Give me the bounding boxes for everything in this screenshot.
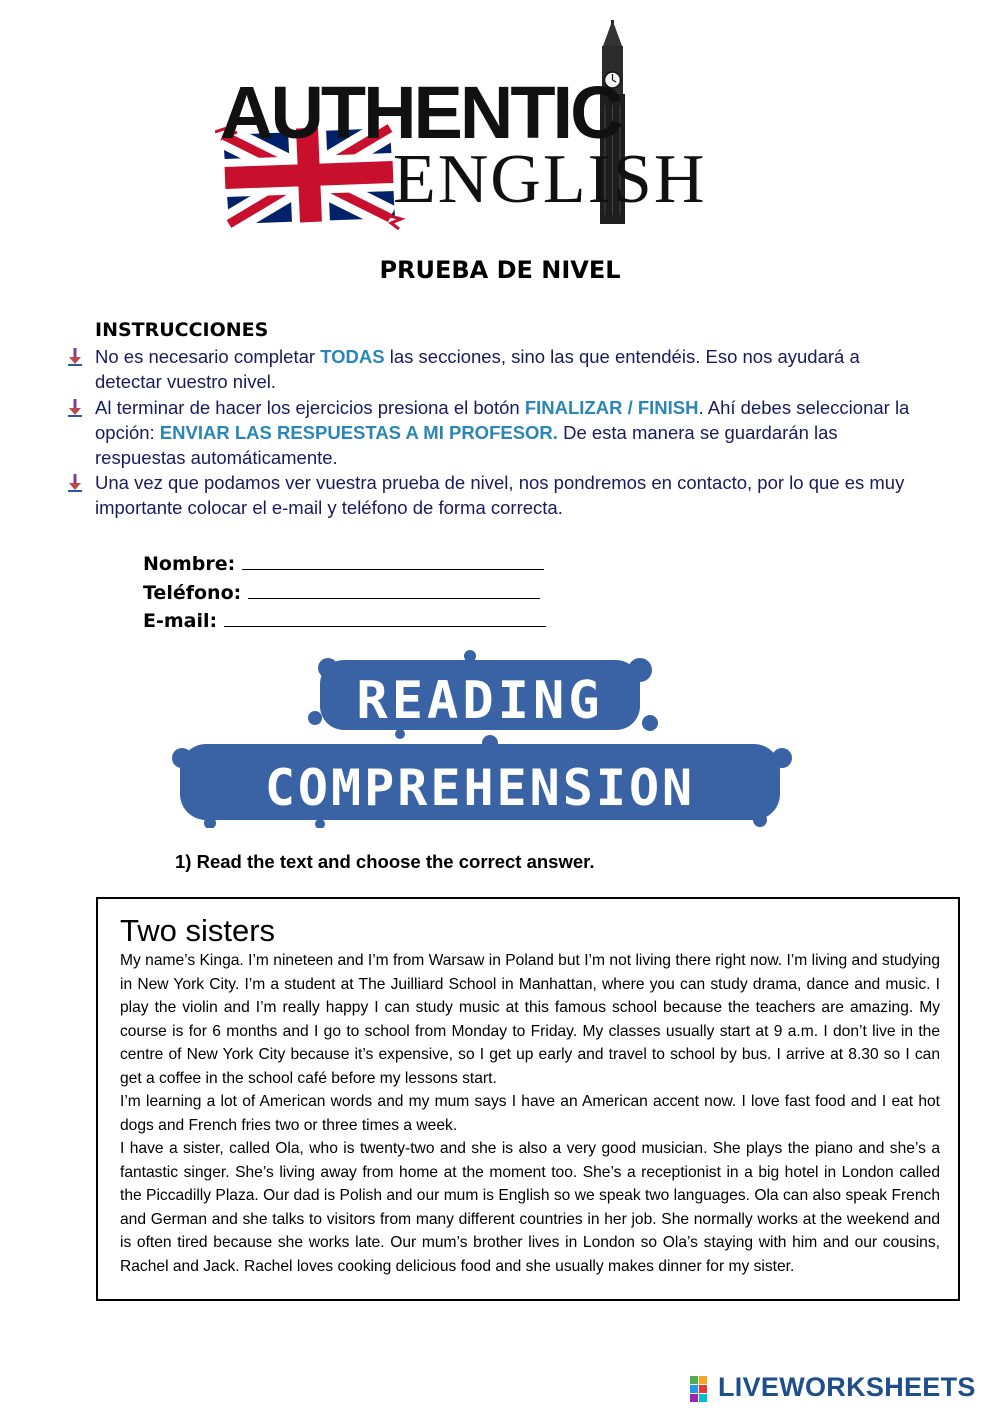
- instruction-text: . Ahí debes seleccionar la opción:: [95, 397, 910, 443]
- highlight-todas: TODAS: [320, 346, 385, 367]
- banner-word-reading: READING: [356, 671, 604, 731]
- instruction-item-3: [95, 470, 925, 520]
- story-title: Two sisters: [120, 913, 276, 948]
- name-input-line[interactable]: [242, 551, 544, 570]
- logo-word-english: ENGLISH: [393, 141, 707, 218]
- highlight-finish: FINALIZAR / FINISH: [524, 397, 699, 418]
- instruction-text: No es necesario completar: [95, 346, 321, 367]
- authentic-english-logo: [215, 10, 755, 230]
- story-paragraph: I’m learning a lot of American words and my mum says I have an American accent now. I love fast food and I eat hot dogs and French fries two or three times a week.: [120, 1093, 940, 1134]
- reading-comprehension-banner: [170, 648, 800, 828]
- phone-input-line[interactable]: [248, 580, 540, 599]
- arrow-down-bullet-icon: [67, 399, 83, 417]
- story-paragraph: My name’s Kinga. I’m nineteen and I’m from Warsaw in Poland but I’m not living there right now. I’m living and studying in New York City. I’m a student at The Juilliard School in Manhattan, where you can study drama, dance and music. I play the violin and I’m really happy I can study music at this famous school because the teachers are amazing. My course is for 6 months and I go to school from Monday to Friday. My classes usually start at 9 a.m. I don’t live in the centre of New York City because it’s expensive, so I get up early and travel to school by bus. I arrive at 8.30 so I can get a coffee in the school café before my lessons start.: [120, 952, 940, 1087]
- instructions-heading: INSTRUCCIONES: [95, 319, 269, 341]
- banner-word-comprehension: COMPREHENSION: [264, 759, 696, 817]
- instruction-text: Una vez que podamos ver vuestra prueba de nivel, nos pondremos en contacto, por lo que es muy importante colocar el e-mail y teléfono de forma correcta.: [95, 472, 905, 518]
- arrow-down-bullet-icon: [67, 474, 83, 492]
- story-paragraph: I have a sister, called Ola, who is twenty-two and she is also a very good musician. She plays the piano and she’s a fantastic singer. She’s living away from home at the moment too. She’s a receptionist in a big hotel in London called the Piccadilly Plaza. Our dad is Polish and our mum is English so we speak two languages. Ola can also speak French and German and she talks to visitors from many different countries in her job. She normally works at the weekend and is often tired because she works late. Our mum’s brother lives in London so Ola’s staying with him and our cousins, Rachel and Jack. Rachel loves cooking delicious food and she usually makes dinner for my sister.: [120, 1140, 940, 1275]
- email-label: E-mail:: [143, 610, 218, 632]
- paint-splash-graphic: [170, 648, 800, 828]
- liveworksheets-brand: LIVEWORKSHEETS: [718, 1372, 976, 1402]
- reading-text-box: [96, 897, 960, 1301]
- logo-word-authentic: AUTHENTIC: [220, 71, 621, 154]
- highlight-enviar: ENVIAR LAS RESPUESTAS A MI PROFESOR.: [159, 422, 558, 443]
- name-label: Nombre:: [143, 553, 236, 575]
- instruction-text: De esta manera se guardarán las respuestas automáticamente.: [95, 422, 838, 468]
- instruction-item-1: [95, 344, 925, 394]
- email-input-line[interactable]: [224, 608, 546, 627]
- liveworksheets-footer: [690, 1372, 990, 1406]
- story-body: [120, 949, 940, 1278]
- instruction-text: Al terminar de hacer los ejercicios presiona el botón: [95, 397, 525, 418]
- instruction-item-2: [95, 395, 925, 470]
- logo-graphic: [215, 10, 755, 230]
- name-field: [143, 551, 544, 575]
- question-1-instruction: 1) Read the text and choose the correct answer.: [175, 851, 595, 872]
- arrow-down-bullet-icon: [67, 348, 83, 366]
- phone-field: [143, 580, 540, 604]
- email-field: [143, 608, 546, 632]
- phone-label: Teléfono:: [143, 582, 242, 604]
- instruction-text: las secciones, sino las que entendéis. Eso nos ayudará a detectar vuestro nivel.: [95, 346, 860, 392]
- page-title: PRUEBA DE NIVEL: [379, 256, 621, 284]
- liveworksheets-logo-icon: [690, 1376, 716, 1406]
